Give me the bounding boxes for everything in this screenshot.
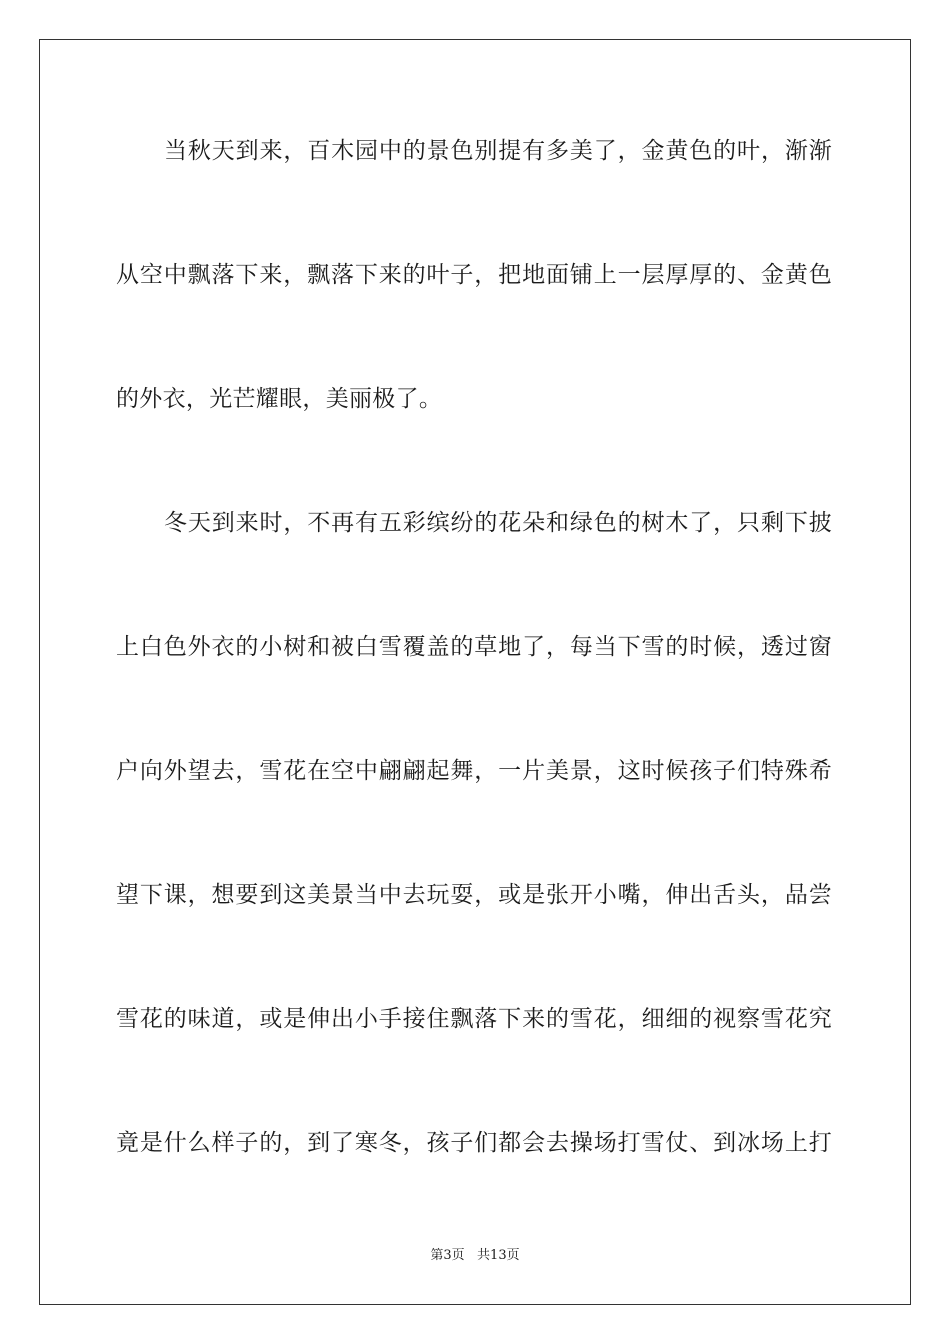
page-border — [39, 39, 911, 1305]
paragraph-2-line-3: 户向外望去，雪花在空中翩翩起舞，一片美景，这时候孩子们特殊希 — [116, 758, 832, 784]
paragraph-2-line-5: 雪花的味道，或是伸出小手接住飘落下来的雪花，细细的视察雪花究 — [116, 1006, 832, 1032]
paragraph-2-line-6: 竟是什么样子的，到了寒冬，孩子们都会去操场打雪仗、到冰场上打 — [116, 1130, 832, 1156]
paragraph-2-line-1: 冬天到来时，不再有五彩缤纷的花朵和绿色的树木了，只剩下披 — [164, 510, 832, 536]
paragraph-1-line-3: 的外衣，光芒耀眼，美丽极了。 — [116, 386, 443, 412]
paragraph-2-line-2: 上白色外衣的小树和被白雪覆盖的草地了，每当下雪的时候，透过窗 — [116, 634, 832, 660]
paragraph-1-line-2: 从空中飘落下来，飘落下来的叶子，把地面铺上一层厚厚的、金黄色 — [116, 262, 832, 288]
paragraph-2-line-4: 望下课，想要到这美景当中去玩耍，或是张开小嘴，伸出舌头，品尝 — [116, 882, 832, 908]
paragraph-1-line-1: 当秋天到来，百木园中的景色别提有多美了，金黄色的叶，渐渐 — [164, 138, 832, 164]
page-number-footer: 第3页 共13页 — [430, 1248, 520, 1263]
